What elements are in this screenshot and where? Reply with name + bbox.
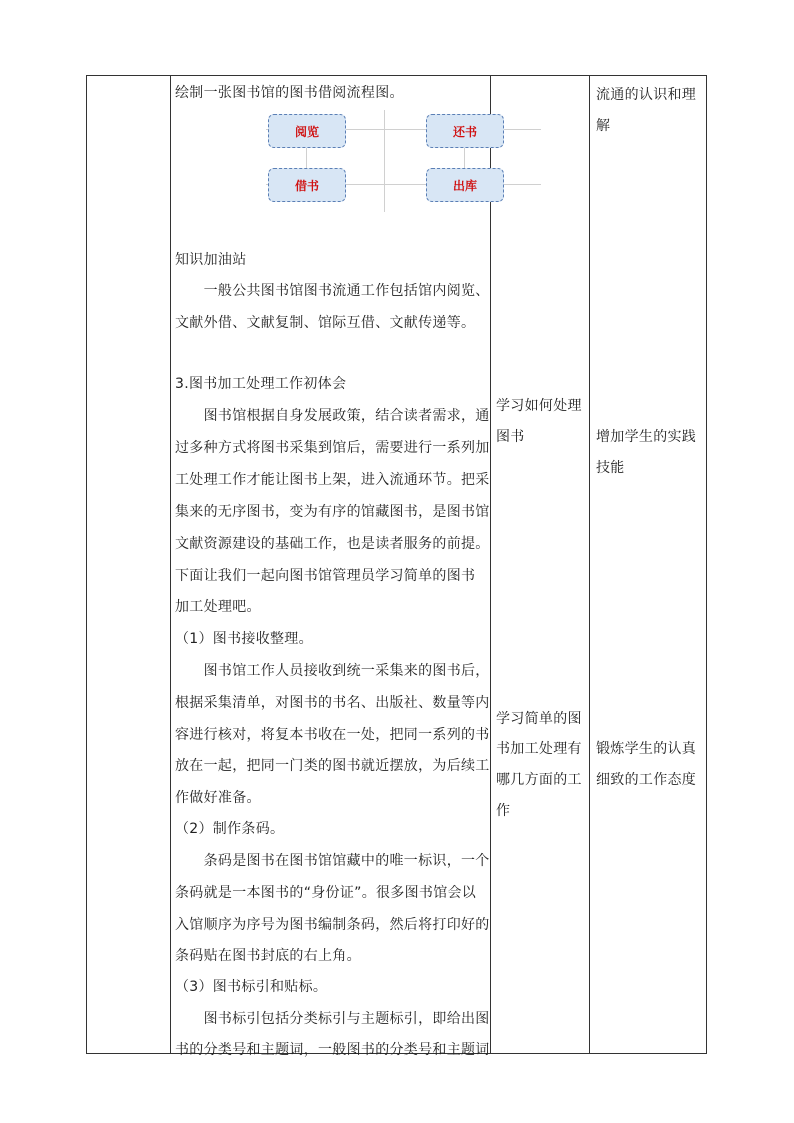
task-text: 绘制一张图书馆的图书借阅流程图。 xyxy=(175,85,404,101)
paragraph-line: 作做好准备。 xyxy=(175,790,261,806)
activity-text: 书加工处理有 xyxy=(496,741,582,757)
paragraph-line: 文献外借、文献复制、馆际互借、文献传递等。 xyxy=(175,315,476,331)
intent-text: 解 xyxy=(596,118,611,134)
intent-text: 技能 xyxy=(596,460,625,476)
paragraph-line: 根据采集清单，对图书的书名、出版社、数量等内 xyxy=(175,695,490,711)
lesson-table xyxy=(86,75,707,1058)
intent-text: 增加学生的实践 xyxy=(596,429,697,445)
connector-line xyxy=(464,146,465,168)
borrowing-flow-diagram xyxy=(266,110,541,212)
paragraph-line: 过多种方式将图书采集到馆后，需要进行一系列加 xyxy=(175,440,490,456)
flow-box-return: 还书 xyxy=(426,114,504,148)
paragraph-line: 加工处理吧。 xyxy=(175,599,261,615)
paragraph-line: 放在一起，把同一门类的图书就近摆放，为后续工 xyxy=(175,758,490,774)
flow-box-borrow: 借书 xyxy=(268,168,346,202)
intent-text: 流通的认识和理 xyxy=(596,87,697,103)
paragraph-line: 条码是图书在图书馆馆藏中的唯一标识，一个 xyxy=(175,853,490,869)
activity-text: 作 xyxy=(496,803,511,819)
subsection-heading: （2）制作条码。 xyxy=(175,821,285,837)
paragraph-line: 图书馆工作人员接收到统一采集来的图书后， xyxy=(175,663,490,679)
activity-text: 学习简单的图 xyxy=(496,711,582,727)
activity-text: 学习如何处理 xyxy=(496,398,582,414)
paragraph-line: 图书馆根据自身发展政策，结合读者需求，通 xyxy=(175,408,490,424)
paragraph-line: 一般公共图书馆图书流通工作包括馆内阅览、 xyxy=(175,283,490,299)
paragraph-line: 书的分类号和主题词，一般图书的分类号和主题词 xyxy=(175,1042,490,1058)
section-heading: 知识加油站 xyxy=(175,252,247,268)
paragraph-line: 条码就是一本图书的“身份证”。很多图书馆会以 xyxy=(175,885,477,901)
column-divider xyxy=(490,76,491,1053)
grid-line xyxy=(384,110,385,212)
subsection-heading: （1）图书接收整理。 xyxy=(175,631,313,647)
paragraph-line: 入馆顺序为序号为图书编制条码，然后将打印好的 xyxy=(175,917,490,933)
flow-box-read: 阅览 xyxy=(268,114,346,148)
paragraph-line: 下面让我们一起向图书馆管理员学习简单的图书 xyxy=(175,568,476,584)
activity-text: 图书 xyxy=(496,429,525,445)
intent-text: 锻炼学生的认真 xyxy=(596,741,697,757)
column-divider xyxy=(589,76,590,1053)
content-column xyxy=(170,76,490,1058)
paragraph-line: 条码贴在图书封底的右上角。 xyxy=(175,948,361,964)
section-heading: 3.图书加工处理工作初体会 xyxy=(175,376,347,392)
activity-text: 哪几方面的工 xyxy=(496,772,582,788)
flow-box-checkout: 出库 xyxy=(426,168,504,202)
paragraph-line: 图书标引包括分类标引与主题标引，即给出图 xyxy=(175,1011,490,1027)
connector-line xyxy=(306,146,307,168)
paragraph-line: 集来的无序图书，变为有序的馆藏图书，是图书馆 xyxy=(175,504,490,520)
subsection-heading: （3）图书标引和贴标。 xyxy=(175,979,328,995)
paragraph-line: 文献资源建设的基础工作，也是读者服务的前提。 xyxy=(175,536,490,552)
paragraph-line: 工处理工作才能让图书上架，进入流通环节。把采 xyxy=(175,472,490,488)
paragraph-line: 容进行核对，将复本书收在一处，把同一系列的书 xyxy=(175,727,490,743)
intent-text: 细致的工作态度 xyxy=(596,772,697,788)
